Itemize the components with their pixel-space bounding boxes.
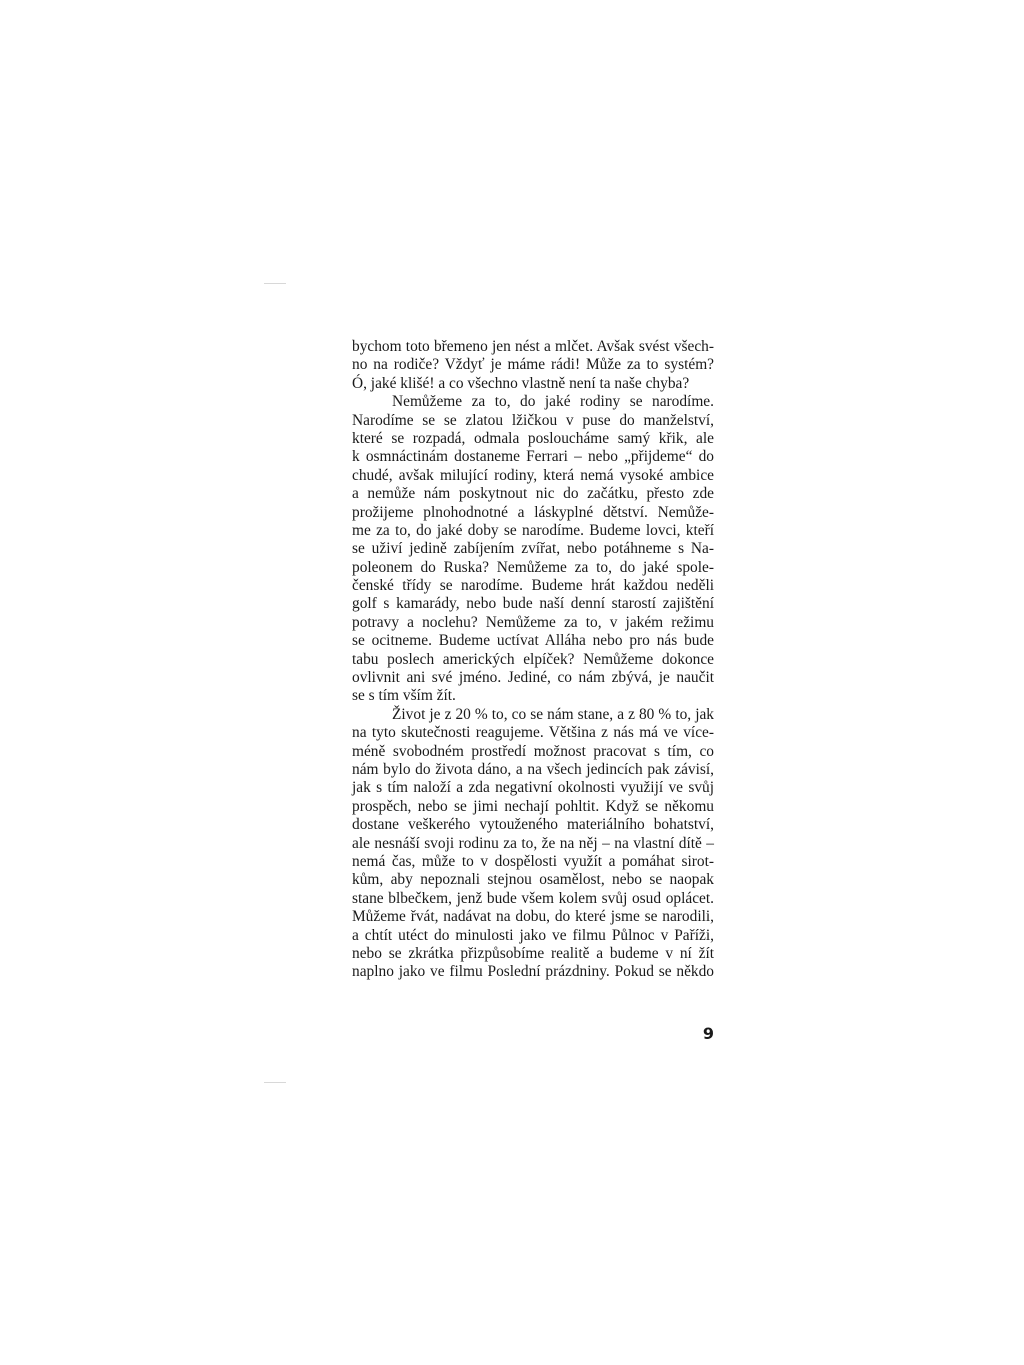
text-line: nemá čas, může to v dospělosti využít a pomáhat sirot-	[352, 852, 714, 870]
text-line: Nemůžeme za to, do jaké rodiny se narodíme.	[392, 393, 714, 411]
crop-mark-bottom	[264, 1082, 286, 1083]
text-line: no na rodiče? Vždyť je máme rádi! Může za to systém?	[352, 356, 714, 374]
paragraph	[352, 393, 714, 706]
text-line: a chtít utéct do minulosti jako ve filmu Půlnoc v Paříži,	[352, 926, 714, 944]
text-line: na tyto skutečnosti reagujeme. Většina z nás má ve více-	[352, 724, 714, 742]
text-line: ovlivnit ani své jméno. Jediné, co nám zbývá, je naučit	[352, 669, 714, 687]
text-line: se s tím vším žít.	[352, 687, 456, 705]
paragraph	[352, 706, 714, 982]
text-line: Ó, jaké klišé! a co všechno vlastně není ta naše chyba?	[352, 374, 690, 392]
text-line: se ocitneme. Budeme uctívat Alláha nebo pro nás bude	[352, 632, 714, 650]
text-line: stane blbečkem, jenž bude všem kolem svůj osud oplácet.	[352, 889, 714, 907]
text-line: me za to, do jaké doby se narodíme. Budeme lovci, kteří	[352, 521, 714, 539]
text-line: jak s tím naloží a zda negativní okolnosti využijí ve svůj	[352, 779, 714, 797]
text-line: poleonem do Ruska? Nemůžeme za to, do jaké spole-	[352, 558, 714, 576]
text-line: chudé, avšak milující rodiny, která nemá vysoké ambice	[352, 466, 714, 484]
paragraph	[352, 338, 714, 393]
text-line: nebo se zkrátka přizpůsobíme realitě a budeme v ní žít	[352, 944, 714, 962]
text-line: prospěch, nebo se jimi nechají pohltit. Když se někomu	[352, 797, 714, 815]
text-line: Život je z 20 % to, co se nám stane, a z 80 % to, jak	[392, 705, 714, 723]
body-text	[352, 338, 714, 982]
text-line: bychom toto břemeno jen nést a mlčet. Avšak svést všech-	[352, 338, 714, 355]
text-line: nám bylo do života dáno, a na všech jedincích pak závisí,	[352, 760, 714, 778]
text-line: Narodíme se se zlatou lžičkou v puse do manželství,	[352, 411, 714, 429]
text-line: k osmnáctinám dostaneme Ferrari – nebo „přijdeme“ do	[352, 448, 714, 466]
text-line: a nemůže nám poskytnout nic do začátku, přesto zde	[352, 485, 714, 503]
text-line: méně svobodném prostředí možnost pracovat s tím, co	[352, 742, 714, 760]
crop-mark-top	[264, 283, 286, 284]
text-line: čenské třídy se narodíme. Budeme hrát každou neděli	[352, 577, 714, 595]
text-line: potravy a noclehu? Nemůžeme za to, v jakém režimu	[352, 613, 714, 631]
text-line: se uživí jedině zabíjením zvířat, nebo potáhneme s Na-	[352, 540, 714, 558]
text-line: kům, aby nepoznali stejnou osamělost, nebo se naopak	[352, 871, 714, 889]
text-line: které se rozpadá, odmala posloucháme samý křik, ale	[352, 429, 714, 447]
text-line: dostane veškerého vytouženého materiálního bohatství,	[352, 816, 714, 834]
text-line: naplno jako ve filmu Poslední prázdniny. Pokud se někdo	[352, 963, 714, 981]
text-line: ale nesnáší svoji rodinu za to, že na něj – na vlastní dítě –	[352, 834, 714, 852]
text-line: prožijeme plnohodnotné a láskyplné dětství. Nemůže-	[352, 503, 714, 521]
text-line: Můžeme řvát, nadávat na dobu, do které jsme se narodili,	[352, 908, 714, 926]
page-number: 9	[702, 1024, 714, 1043]
text-line: tabu poslech amerických elpíček? Nemůžeme dokonce	[352, 650, 714, 668]
text-line: golf s kamarády, nebo bude naší denní starostí zajištění	[352, 595, 714, 613]
